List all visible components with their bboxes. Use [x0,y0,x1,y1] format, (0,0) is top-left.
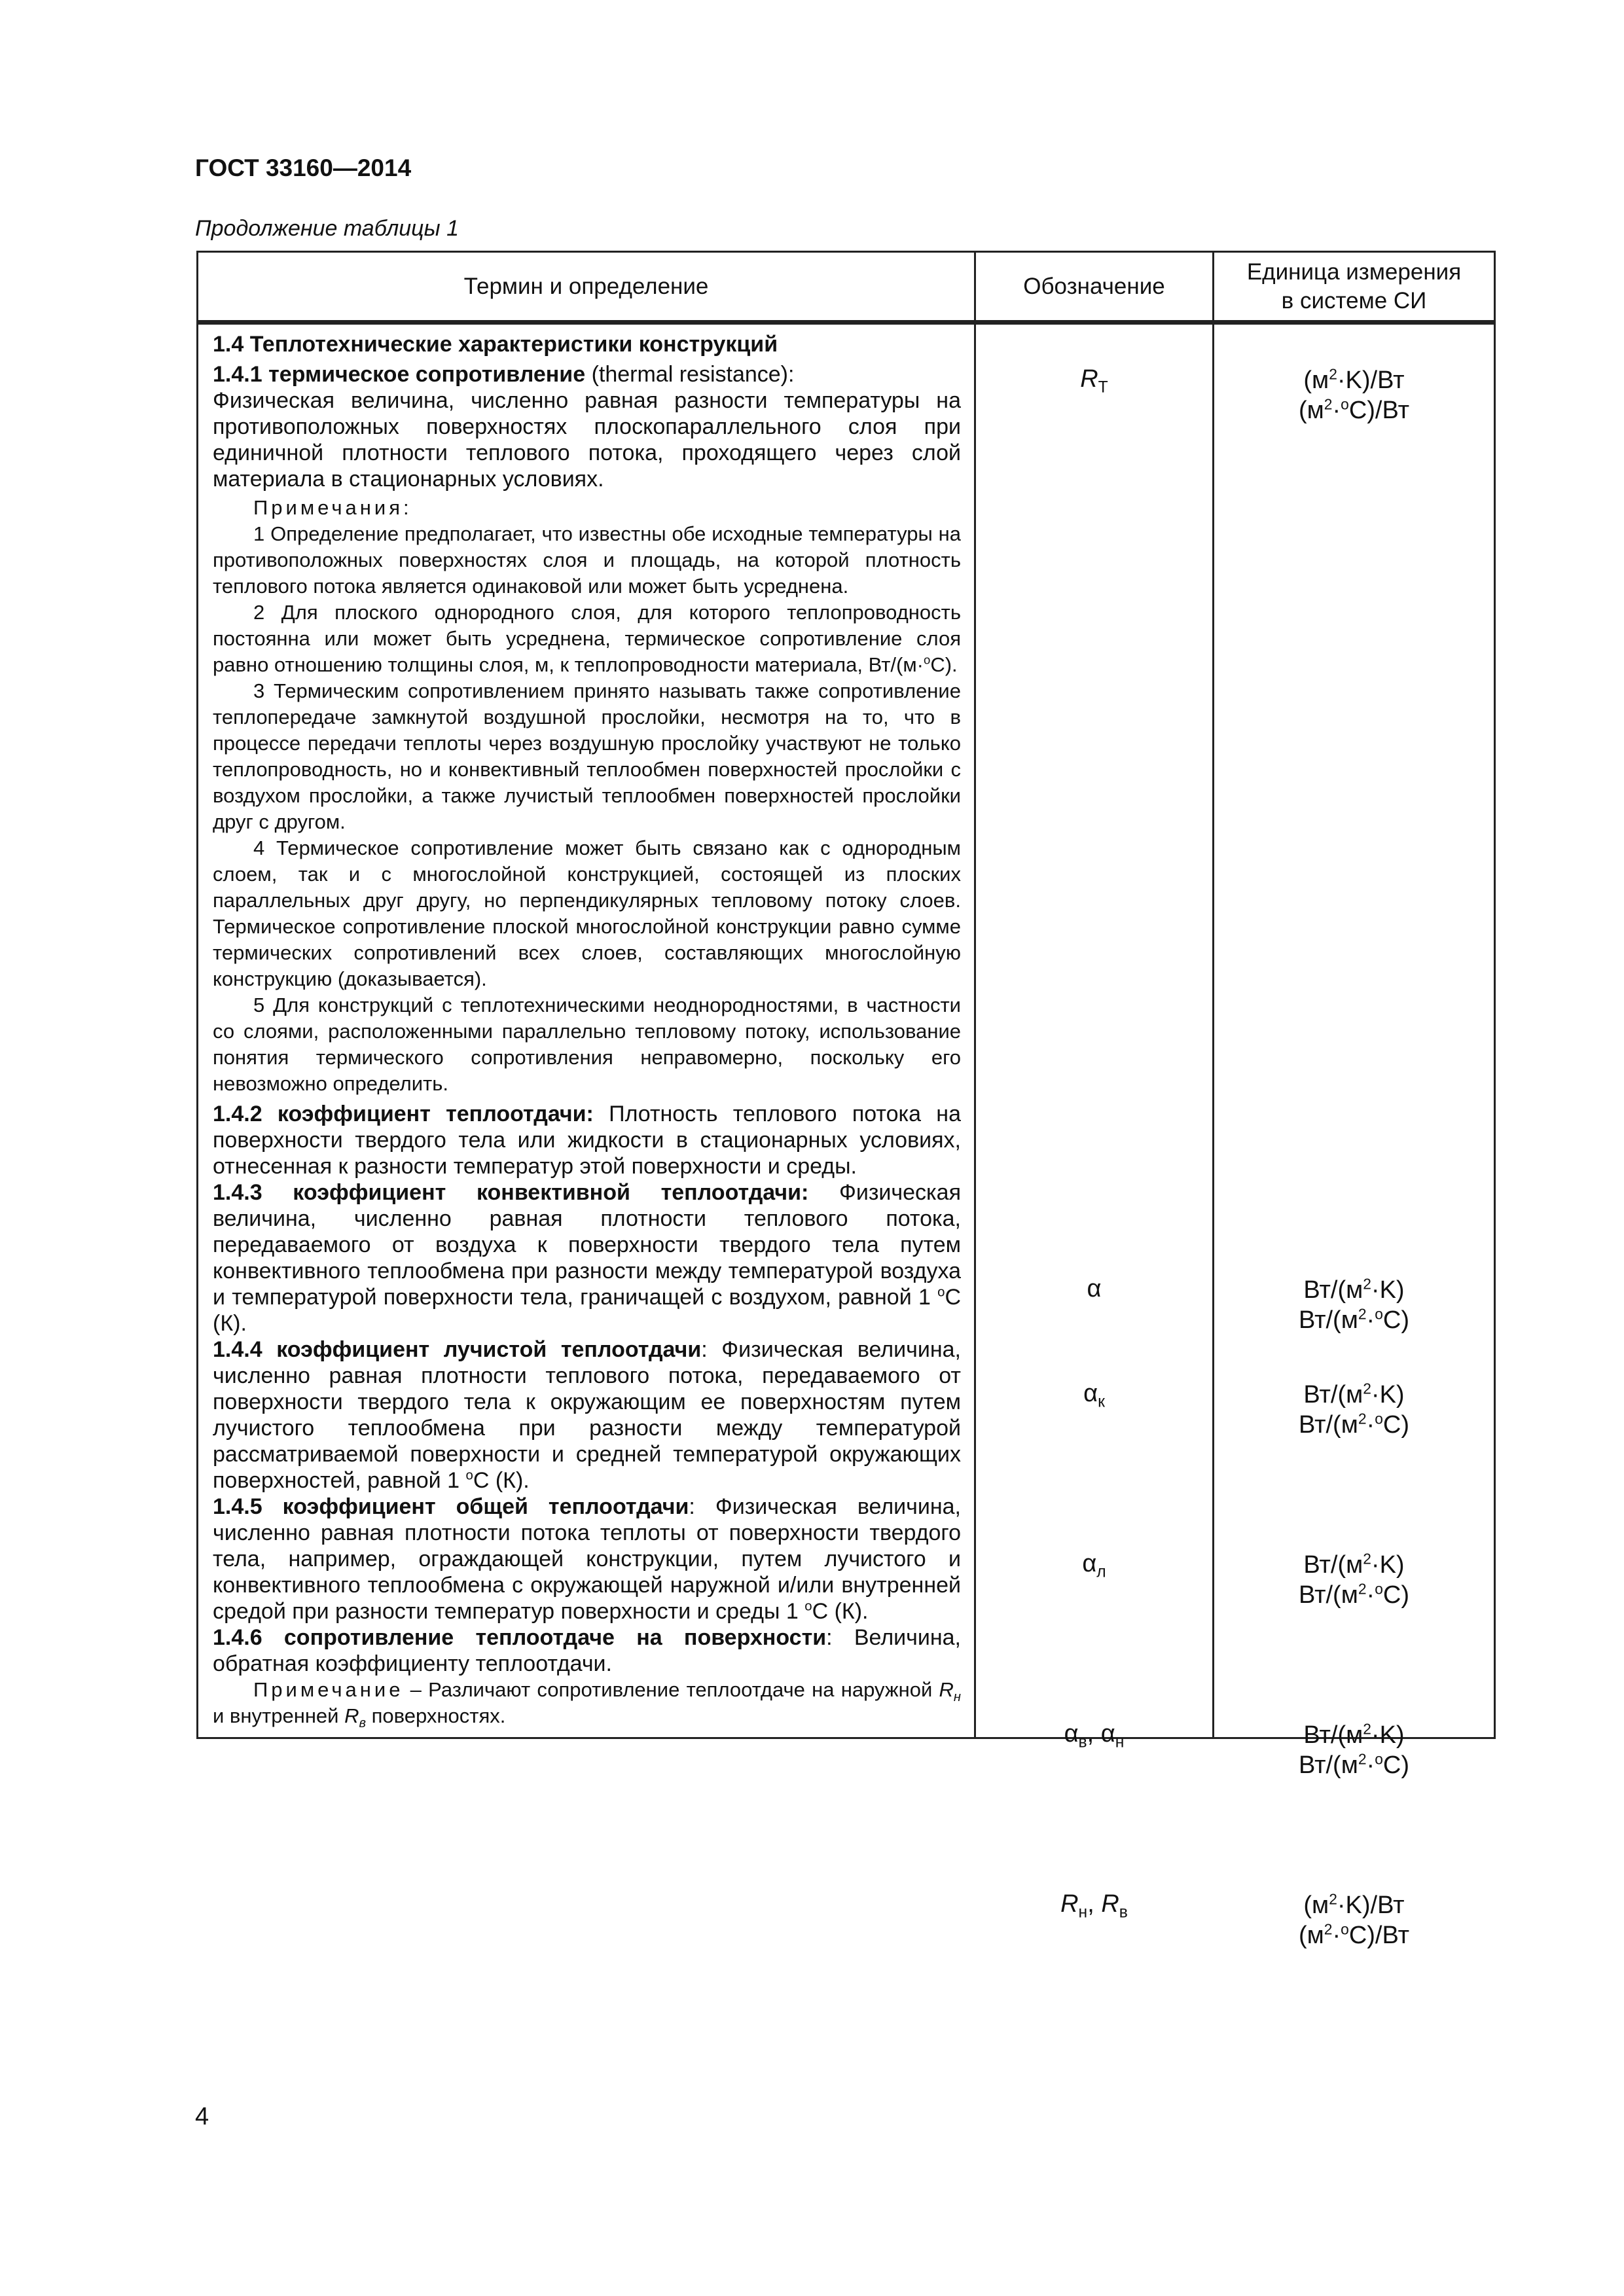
note-2: 2 Для плоского однородного слоя, для которого теплопроводность постоянна или может быть усреднена, термическое сопротивление слоя равно отношению толщины слоя, м, к теплопроводности материала, Вт/(м·$^o$С). [213,601,961,676]
unit-cell [1214,323,1495,1949]
table-row [198,323,1495,1738]
term-definition: Физическая величина, численно равная разности температуры на противоположных поверхностях плоскопараллельного слоя при единичной плотности теплового потока, проходящего через слой материала в стационарных условиях. [213,388,961,492]
symbol-alpha: α [1087,1275,1102,1302]
unit-alpha-k: $Вт/(м^2\cdot K)$ $Вт/(м^2\cdot^oС)$ [1299,1380,1409,1439]
symbol-cell [975,323,1214,1922]
document-code: ГОСТ 33160—2014 [195,154,412,181]
unit-alpha: $Вт/(м^2\cdot K)$ $Вт/(м^2\cdot^oС)$ [1299,1275,1409,1334]
notes-heading: Примечания: [253,496,412,519]
entry-1-4-4: 1.4.4 коэффициент лучистой теплоотдачи: Физическая величина, численно равная плотности теплового потока, передаваемого от поверхности твердого тела к окружающим ее поверхностям путем лучистого теплообмена при разности между температурой рассматриваемой поверхности и средней температурой окружающих поверхностей, равной 1 $^o$С (К). [213,1337,961,1493]
terms-table [196,251,1496,1949]
unit-alpha-l: $Вт/(м^2\cdot K)$ $Вт/(м^2\cdot^oС)$ [1299,1550,1409,1609]
unit-r-n-v: $(м^2\cdot K)/Вт$ $(м^2\cdot^oС)/Вт$ [1299,1890,1409,1949]
term-name: 1.4.1 термическое сопротивление [213,362,586,387]
entry-1-4-6: 1.4.6 сопротивление теплоотдаче на поверхности: Величина, обратная коэффициенту теплоотдачи. [213,1625,961,1676]
page-number: 4 [195,2103,209,2130]
column-header-term: Термин и определение [198,252,975,323]
symbol-r-n-v: $R_н$, $R_в$ [1060,1890,1128,1922]
symbol-alpha-l: $\alpha_л$ [1082,1550,1106,1581]
symbol-alpha-k: $\alpha_к$ [1083,1380,1105,1411]
unit-r-t: $(м^2\cdot K)/Вт$ $(м^2\cdot^oС)/Вт$ [1299,365,1409,424]
note-1-4-6: Примечание – Различают сопротивление теплоотдаче на наружной $R_н$ и внутренней $R_в$ поверхностях. [213,1678,961,1731]
unit-alpha-v-n: $Вт/(м^2\cdot K)$ $Вт/(м^2\cdot^oС)$ [1299,1720,1409,1779]
note-5: 5 Для конструкций с теплотехническими неоднородностями, в частности со слоями, расположенными параллельно тепловому потоку, использование понятия термического сопротивления неправомерно, поскольку его невозможно определить. [213,994,961,1095]
notes-block [213,495,961,1097]
note-1: 1 Определение предполагает, что известны обе исходные температуры на противоположных поверхностях слоя и площадь, на которой плотность теплового потока является одинаковой или может быть усреднена. [213,522,961,598]
entry-1-4-3: 1.4.3 коэффициент конвективной теплоотдачи: Физическая величина, численно равная плотности теплового потока, передаваемого от воздуха к поверхности твердого тела путем конвективного теплообмена при разности между температурой воздуха и температурой поверхности тела, граничащей с воздухом, равной 1 $^o$С (К). [213,1180,961,1336]
column-header-symbol: Обозначение [975,252,1214,323]
section-title: 1.4 Теплотехнические характеристики конструкций [213,332,778,357]
symbol-alpha-v-n: $\alpha_в$, $\alpha_н$ [1064,1720,1125,1751]
term-english: (thermal resistance): [585,362,795,387]
term-cell [198,323,975,1738]
column-header-unit: Единица измерения в системе СИ [1214,252,1495,323]
symbol-r-t: $R_Т$ [1080,365,1108,397]
entry-1-4-5: 1.4.5 коэффициент общей теплоотдачи: Физическая величина, численно равная плотности потока теплоты от поверхности твердого тела, например, ограждающей конструкции, путем лучистого и конвективного теплообмена с окружающей наружной и/или внутренней средой при разности температур поверхности и среды 1 $^o$С (К). [213,1494,961,1624]
entry-1-4-1 [213,361,961,1097]
table-header-row [198,252,1495,323]
table-caption: Продолжение таблицы 1 [195,216,459,241]
note-4: 4 Термическое сопротивление может быть связано как с однородным слоем, так и с многослойной конструкцией, состоящей из плоских параллельных друг другу, но перпендикулярных тепловому потоку слоев. Термическое сопротивление плоской многослойной конструкции равно сумме термических сопротивлений всех слоев, составляющих многослойную конструкцию (доказывается). [213,836,961,990]
entry-1-4-2: 1.4.2 коэффициент теплоотдачи: Плотность теплового потока на поверхности твердого тела или жидкости в стационарных условиях, отнесенная к разности температур этой поверхности и среды. [213,1102,961,1179]
note-3: 3 Термическим сопротивлением принято называть также сопротивление теплопередаче замкнутой воздушной прослойки, несмотря на то, что в процессе передачи теплоты через воздушную прослойку участвуют не только теплопроводность, но и конвективный теплообмен поверхностей прослойки с воздухом прослойки, а также лучистый теплообмен поверхностей прослойки друг с другом. [213,679,961,833]
